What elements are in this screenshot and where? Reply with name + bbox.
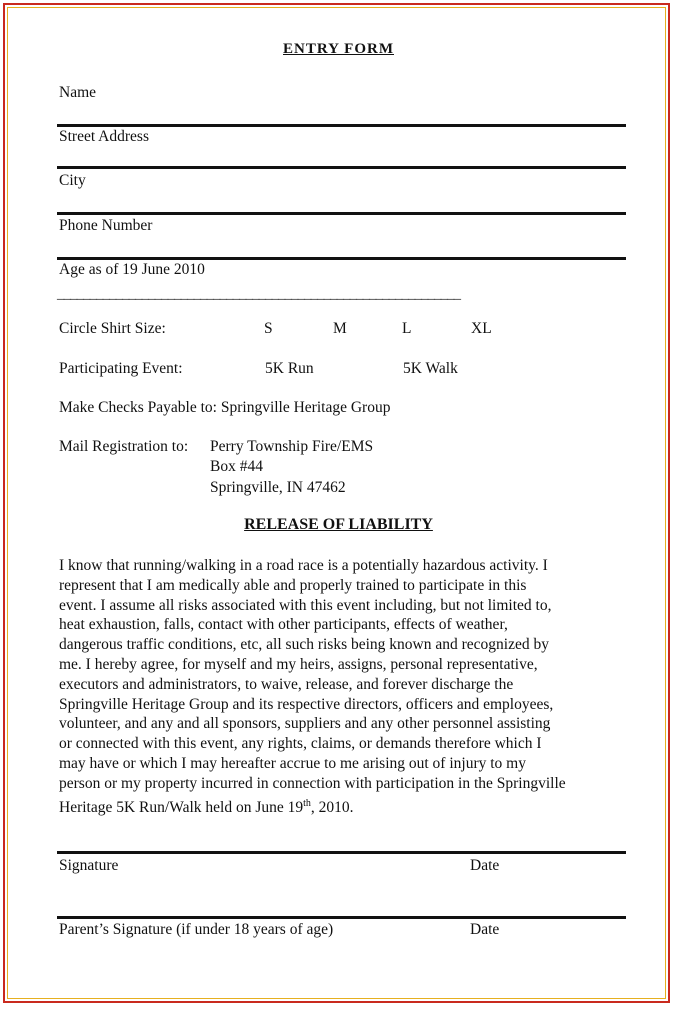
release-last-sup: th	[303, 797, 311, 809]
mail-address-line2: Box #44	[210, 458, 263, 475]
checks-payable-text: Make Checks Payable to: Springville Heritage Group	[59, 399, 391, 416]
release-line: or connected with this event, any rights, claims, or demands therefore which I	[59, 735, 542, 753]
event-5k-run[interactable]: 5K Run	[265, 360, 314, 377]
release-line: volunteer, and any and all sponsors, suppliers and any other personnel assisting	[59, 715, 551, 733]
signature-date-label: Date	[470, 857, 500, 874]
street-address-line[interactable]	[57, 166, 626, 169]
phone-number-line[interactable]	[57, 257, 626, 260]
release-line: event. I assume all risks associated with this event including, but not limited to,	[59, 596, 552, 614]
release-last-end: , 2010.	[310, 798, 354, 816]
release-line: may have or which I may hereafter accrue to me arising out of injury to my	[59, 754, 526, 772]
release-line: dangerous traffic conditions, etc, all such risks being known and recognized by	[59, 636, 549, 654]
event-label: Participating Event:	[59, 360, 183, 377]
mail-address-line1: Perry Township Fire/EMS	[210, 438, 374, 455]
shirt-size-l[interactable]: L	[402, 320, 412, 337]
shirt-size-label: Circle Shirt Size:	[59, 320, 166, 337]
city-line[interactable]	[57, 212, 626, 215]
shirt-size-s[interactable]: S	[264, 320, 273, 337]
parent-signature-label: Parent’s Signature (if under 18 years of age)	[59, 921, 334, 938]
parent-signature-line[interactable]	[57, 916, 626, 919]
mail-registration-label: Mail Registration to:	[59, 438, 189, 455]
event-5k-walk[interactable]: 5K Walk	[403, 360, 458, 377]
release-line: executors and administrators, to waive, release, and forever discharge the	[59, 675, 514, 693]
release-line: represent that I am medically able and properly trained to participate in this	[59, 576, 527, 594]
name-line[interactable]	[57, 124, 626, 127]
street-address-label: Street Address	[59, 128, 149, 145]
shirt-size-m[interactable]: M	[333, 320, 347, 337]
signature-label: Signature	[59, 857, 119, 874]
signature-line[interactable]	[57, 851, 626, 854]
form-title: ENTRY FORM	[283, 41, 394, 57]
city-label: City	[59, 172, 86, 189]
release-line: I know that running/walking in a road race is a potentially hazardous activity. I	[59, 557, 548, 574]
release-title: RELEASE OF LIABILITY	[244, 516, 433, 533]
age-underline[interactable]: ______________________________________________________________	[57, 286, 460, 302]
release-line: Springville Heritage Group and its respective directors, officers and employees,	[59, 695, 554, 713]
shirt-size-xl[interactable]: XL	[471, 320, 492, 337]
age-label: Age as of 19 June 2010	[59, 261, 205, 278]
release-line-last	[59, 794, 625, 818]
release-paragraph	[59, 556, 625, 818]
mail-address-line3: Springville, IN 47462	[210, 479, 346, 496]
release-line: person or my property incurred in connection with participation in the Springville	[59, 774, 566, 792]
release-line: me. I hereby agree, for myself and my heirs, assigns, personal representative,	[59, 655, 538, 673]
release-last-start: Heritage 5K Run/Walk held on June 19	[59, 798, 304, 816]
phone-number-label: Phone Number	[59, 217, 153, 234]
name-label: Name	[59, 84, 97, 101]
parent-signature-date-label: Date	[470, 921, 500, 938]
release-line: heat exhaustion, falls, contact with other participants, effects of weather,	[59, 616, 508, 634]
